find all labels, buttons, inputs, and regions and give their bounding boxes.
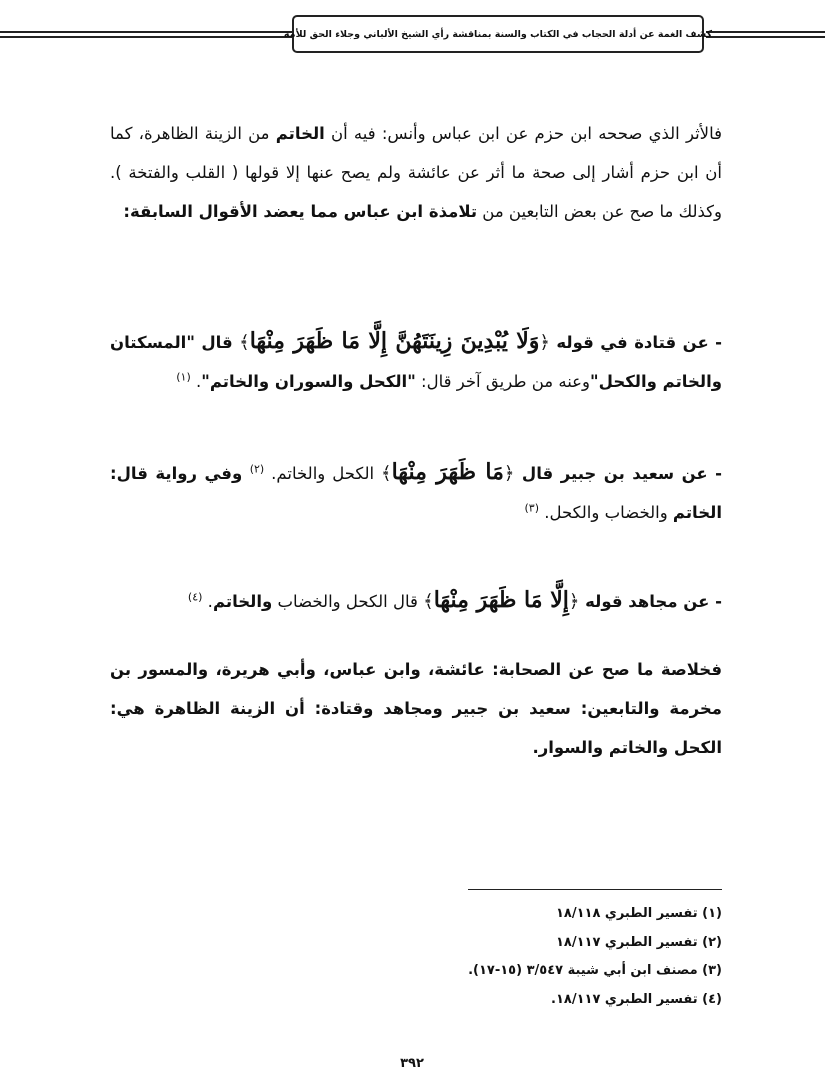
conclusion-text: فخلاصة ما صح عن الصحابة: عائشة، وابن عباس، وأبي هريرة، والمسور بن مخرمة والتابعين: سعيد بن جبير ومجاهد وقتادة: أن الزينة الظاهرة هي: الكحل والخاتم والسوار. [110,660,722,757]
footnotes [300,900,722,1014]
header-rule-right-top [706,31,825,33]
paragraph-qatada [110,322,722,401]
footnote-ref[interactable]: (٢) [249,462,265,476]
footnote-separator [468,889,722,890]
footnote-ref[interactable]: (٣) [524,501,539,515]
narration-text: قال الكحل والخضاب [272,592,424,611]
footnote-item: (٤) تفسير الطبري ١٨/١١٧. [551,991,722,1007]
header-rule-right-bottom [706,36,825,38]
narration-text: قال "المسكتان [110,333,240,352]
narration-quote: "الكحل والسوران والخاتم" [201,372,416,391]
emphasis-khatam: الخاتم [672,503,722,522]
quran-verse: وَلَا يُبْدِينَ زِينَتَهُنَّ إِلَّا مَا ظَهَرَ مِنْهَا [249,328,540,354]
header-rule-left-bottom [0,36,292,38]
narration-text: الكحل والخاتم. [264,464,382,483]
paragraph-athar [110,114,722,231]
narration-text: والخضاب والكحل. [539,503,673,522]
page-number: ٣٩٢ [400,1056,424,1071]
quran-verse: إِلَّا مَا ظَهَرَ مِنْهَا [433,587,569,613]
footnote-item: (١) تفسير الطبري ١٨/١١٨ [555,906,722,921]
ayah-bracket-open: ﴿ [503,463,515,484]
paragraph-saeed [110,453,722,532]
paragraph-mujahid [110,581,722,621]
book-title: كشف الغمة عن أدلة الحجاب في الكتاب والسنة بمناقشة رأي الشيخ الألباني وجلاء الحق للأمة [283,28,713,40]
footnote-item: (٢) تفسير الطبري ١٨/١١٧ [555,934,722,950]
quran-verse: مَا ظَهَرَ مِنْهَا [391,459,504,485]
header-rule-left-top [0,31,292,33]
emphasis-khatam: والخاتم [212,592,273,611]
emphasis-text: تلامذة ابن عباس مما يعضد الأقوال السابقة: [123,202,478,221]
narration-text: وفي رواية قال: [110,464,250,483]
punctuation: . [190,372,202,391]
footnote-ref[interactable]: (٤) [187,590,203,604]
ayah-bracket-open: ﴿ [568,591,580,612]
narration-intro: - عن مجاهد قوله [579,592,722,611]
emphasis-khatam: الخاتم [275,124,325,143]
paragraph-conclusion [110,650,722,767]
narration-text: وعنه من طريق آخر قال: [415,372,590,391]
ayah-bracket-close: ﴾ [381,463,392,484]
narration-text: والخاتم والكحل" [590,372,722,391]
footnote-item: (٣) مصنف ابن أبي شيبة ٣/٥٤٧ (١٥-١٧). [468,963,722,978]
punctuation: . [202,592,213,611]
paragraph-text: من الزينة الظاهرة، كما أن ابن حزم أشار إلى صحة ما أثر عن عائشة ولم يصح عنها إلا قولها ( القلب والفتخة ). وكذلك ما صح عن بعض التابعين من [110,124,722,221]
ayah-bracket-close: ﴾ [239,332,250,353]
narration-intro: - عن قتادة في قوله [549,333,723,352]
running-header [283,15,713,53]
footnote-ref[interactable]: (١) [176,370,191,384]
narration-intro: - عن سعيد بن جبير قال [514,464,722,483]
paragraph-text: فالأثر الذي صححه ابن حزم عن ابن عباس وأنس: فيه أن [324,124,722,143]
ayah-bracket-close: ﴾ [423,591,434,612]
ayah-bracket-open: ﴿ [539,332,550,353]
